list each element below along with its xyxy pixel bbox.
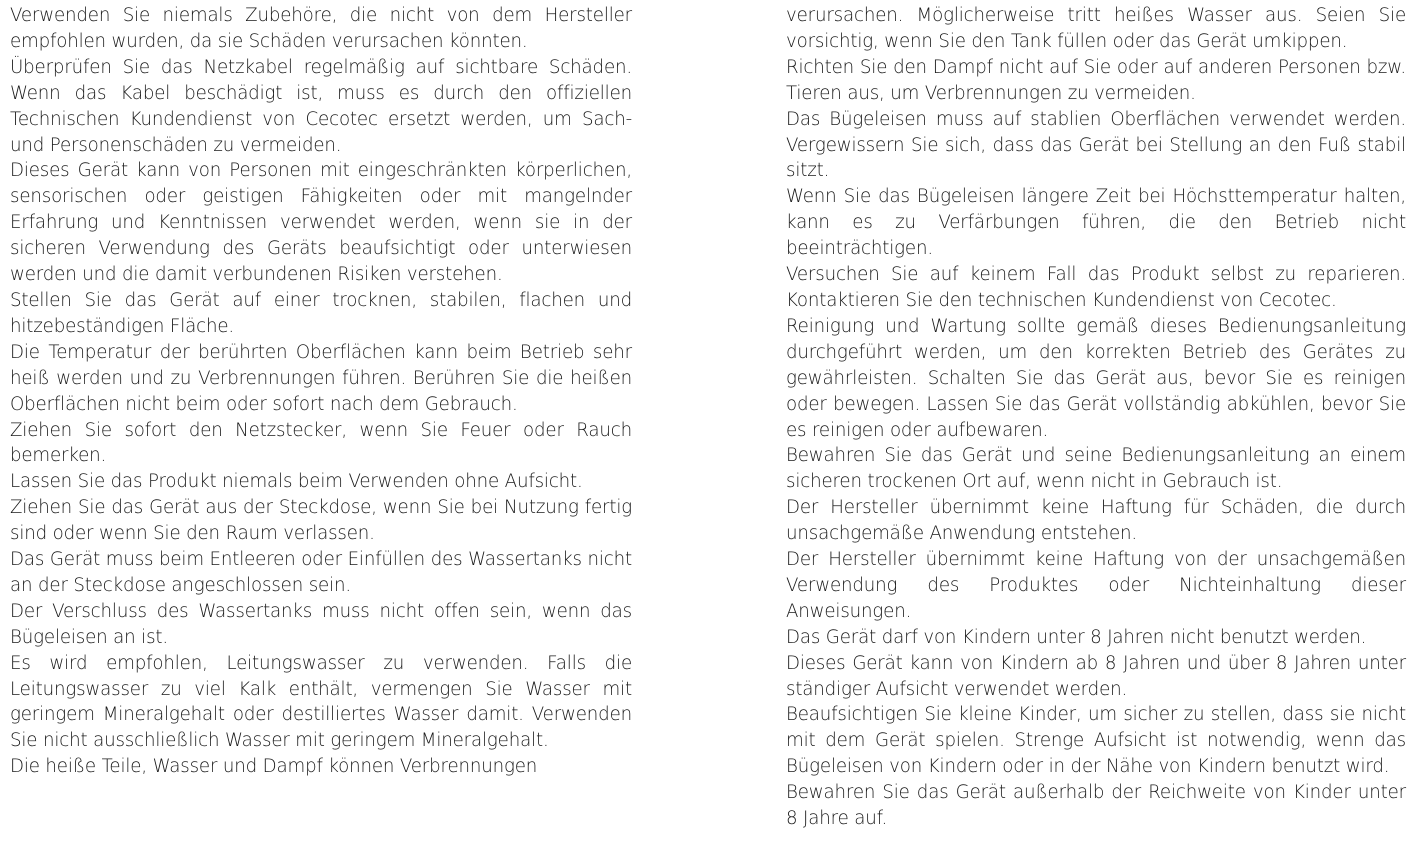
paragraph-hot-parts: Die heiße Teile, Wasser und Dampf können Verbrennungen — [10, 756, 538, 778]
paragraph-tank-cap: Der Verschluss des Wassertanks muss nicht offen sein, wenn das Bügeleisen an ist. — [10, 600, 632, 648]
paragraph-limited-abilities: Dieses Gerät kann von Personen mit eingeschränkten körperlichen, sensorischen oder geistigen Fähigkeiten oder mit mangelnder Erfahrung und Kenntnissen verwendet werden, wenn sie in der sicheren Verwendung des Geräts beaufsichtigt oder unterwiesen werden und die damit verbundenen Risiken verstehen. — [10, 160, 632, 286]
paragraph-max-temperature: Wenn Sie das Bügeleisen längere Zeit bei Höchsttemperatur halten, kann es zu Verfärbungen führen, die den Betrieb nicht beeinträchtigen. — [786, 186, 1406, 260]
paragraph-accessories: Verwenden Sie niemals Zubehöre, die nicht von dem Hersteller empfohlen wurden, da sie Schäden verursachen könnten. — [10, 5, 632, 52]
paragraph-fire-smoke: Ziehen Sie sofort den Netzstecker, wenn Sie Feuer oder Rauch bemerken. — [10, 419, 632, 467]
right-text-column — [786, 3, 1406, 832]
paragraph-storage: Bewahren Sie das Gerät und seine Bedienungsanleitung an einem sicheren trockenen Ort auf, wenn nicht in Gebrauch ist. — [786, 445, 1406, 493]
paragraph-steam-direction: Richten Sie den Dampf nicht auf Sie oder auf anderen Personen bzw. Tieren aus, um Verbrennungen zu vermeiden. — [786, 56, 1406, 104]
paragraph-cleaning: Reinigung und Wartung sollte gemäß dieses Bedienungsanleitung durchgeführt werden, um den korrekten Betrieb des Gerätes zu gewährleisten. Schalten Sie das Gerät aus, bevor Sie es reinigen oder bewegen. Lassen Sie das Gerät vollständig abkühlen, bevor Sie es reinigen oder aufbewaren. — [786, 315, 1406, 441]
paragraph-water-tank-fill: Das Gerät muss beim Entleeren oder Einfüllen des Wassertanks nicht an der Steckdose angeschlossen sein. — [10, 549, 632, 596]
paragraph-placement: Stellen Sie das Gerät auf einer trocknen, stabilen, flachen und hitzebeständigen Fläche. — [10, 289, 632, 337]
paragraph-no-self-repair: Versuchen Sie auf keinem Fall das Produkt selbst zu reparieren. Kontaktieren Sie den technischen Kundendienst von Cecotec. — [786, 264, 1406, 311]
paragraph-hot-water-continued: verursachen. Möglicherweise tritt heißes Wasser aus. Seien Sie vorsichtig, wenn Sie den Tank füllen oder das Gerät umkippen. — [786, 5, 1406, 52]
paragraph-children-under-8: Das Gerät darf von Kindern unter 8 Jahren nicht benutzt werden. — [786, 626, 1367, 648]
paragraph-unplug: Ziehen Sie das Gerät aus der Steckdose, wenn Sie bei Nutzung fertig sind oder wenn Sie den Raum verlassen. — [10, 497, 632, 545]
paragraph-no-unattended: Lassen Sie das Produkt niemals beim Verwenden ohne Aufsicht. — [10, 471, 583, 493]
paragraph-supervise-children: Beaufsichtigen Sie kleine Kinder, um sicher zu stellen, dass sie nicht mit dem Gerät spielen. Strenge Aufsicht ist notwendig, wenn das Bügeleisen von Kindern oder in der Nähe von Kindern benutzt wird. — [786, 704, 1406, 778]
paragraph-out-of-reach: Bewahren Sie das Gerät außerhalb der Reichweite von Kinder unter 8 Jahre auf. — [786, 782, 1406, 830]
paragraph-stable-surface: Das Bügeleisen muss auf stablien Oberflächen verwendet werden. Vergewissern Sie sich, dass das Gerät bei Stellung an den Fuß stabil sitzt. — [786, 108, 1406, 182]
paragraph-children-supervised: Dieses Gerät kann von Kindern ab 8 Jahren und über 8 Jahren unter ständiger Aufsicht verwendet werden. — [786, 652, 1406, 700]
paragraph-hot-surfaces: Die Temperatur der berührten Oberflächen kann beim Betrieb sehr heiß werden und zu Verbrennungen führen. Berühren Sie die heißen Oberflächen nicht beim oder sofort nach dem Gebrauch. — [10, 341, 632, 415]
paragraph-power-cord: Überprüfen Sie das Netzkabel regelmäßig auf sichtbare Schäden. Wenn das Kabel beschädigt ist, muss es durch den offiziellen Technischen Kundendienst von Cecotec ersetzt werden, um Sach- und Personenschäden zu vermeiden. — [10, 56, 632, 156]
left-text-column — [10, 3, 632, 780]
paragraph-tap-water: Es wird empfohlen, Leitungswasser zu verwenden. Falls die Leitungswasser zu viel Kalk enthält, vermengen Sie Wasser mit geringem Mineralgehalt oder destilliertes Wasser damit. Verwenden Sie nicht ausschließlich Wasser mit geringem Mineralgehalt. — [10, 652, 632, 752]
paragraph-liability-damage: Der Hersteller übernimmt keine Haftung für Schäden, die durch unsachgemäße Anwendung entstehen. — [786, 497, 1406, 545]
paragraph-liability-misuse: Der Hersteller übernimmt keine Haftung von der unsachgemäßen Verwendung des Produktes oder Nichteinhaltung dieser Anweisungen. — [786, 549, 1406, 622]
